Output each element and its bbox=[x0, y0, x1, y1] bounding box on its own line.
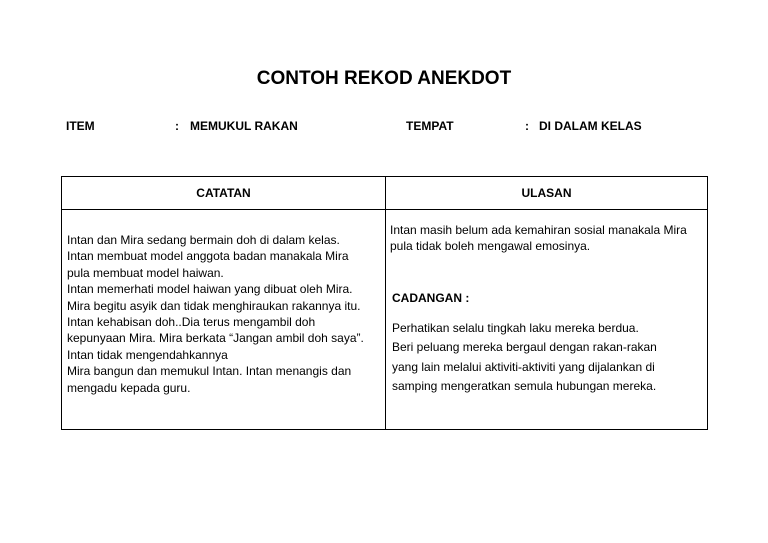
cadangan-line: samping mengeratkan semula hubungan mereka. bbox=[392, 379, 657, 394]
catatan-line: Mira bangun dan memukul Intan. Intan menangis dan bbox=[67, 364, 352, 379]
ulasan-cell bbox=[386, 210, 708, 430]
place-label: TEMPAT bbox=[406, 119, 454, 133]
catatan-line: Mira begitu asyik dan tidak menghiraukan rakannya itu. bbox=[67, 298, 361, 313]
table-body-row bbox=[62, 210, 708, 430]
catatan-line: Intan membuat model anggota badan manakala Mira bbox=[67, 249, 349, 264]
item-label: ITEM bbox=[66, 119, 95, 133]
item-value: MEMUKUL RAKAN bbox=[190, 119, 298, 133]
item-separator: : bbox=[175, 119, 179, 133]
catatan-line: Intan kehabisan doh..Dia terus mengambil doh bbox=[67, 315, 316, 330]
ulasan-text bbox=[386, 210, 707, 255]
catatan-line: Intan memerhati model haiwan yang dibuat oleh Mira. bbox=[67, 282, 353, 297]
table-header-row bbox=[62, 177, 708, 210]
catatan-line: Intan tidak mengendahkannya bbox=[67, 347, 228, 362]
header-catatan: CATATAN bbox=[62, 177, 386, 210]
catatan-line: pula membuat model haiwan. bbox=[67, 265, 224, 280]
cadangan-line: Beri peluang mereka bergaul dengan rakan-rakan bbox=[392, 340, 657, 355]
catatan-line: kepunyaan Mira. Mira berkata “Jangan ambil doh saya”. bbox=[67, 331, 364, 346]
cadangan-line: yang lain melalui aktiviti-aktiviti yang dijalankan di bbox=[392, 359, 655, 374]
place-value: DI DALAM KELAS bbox=[539, 119, 642, 133]
catatan-line: mengadu kepada guru. bbox=[67, 380, 191, 395]
page-title: CONTOH REKOD ANEKDOT bbox=[256, 68, 512, 89]
anecdote-table bbox=[61, 176, 708, 430]
place-separator: : bbox=[525, 119, 529, 133]
ulasan-line: pula tidak boleh mengawal emosinya. bbox=[390, 239, 591, 254]
cadangan-text bbox=[386, 319, 707, 397]
catatan-cell bbox=[62, 210, 386, 430]
cadangan-title: CADANGAN : bbox=[392, 290, 470, 305]
catatan-line: Intan dan Mira sedang bermain doh di dalam kelas. bbox=[67, 233, 340, 247]
header-ulasan: ULASAN bbox=[386, 177, 708, 210]
cadangan-line: Perhatikan selalu tingkah laku mereka berdua. bbox=[392, 320, 639, 335]
catatan-text bbox=[62, 210, 385, 396]
ulasan-line: Intan masih belum ada kemahiran sosial manakala Mira bbox=[390, 223, 687, 237]
